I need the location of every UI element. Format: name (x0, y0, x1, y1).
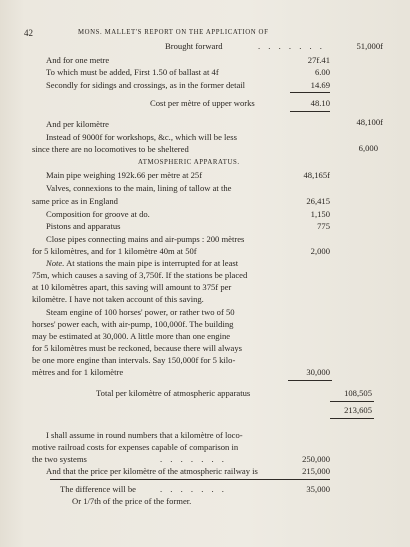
difference-rule (50, 479, 330, 480)
main-pipe-label: Main pipe weighing 192k.66 per mètre at 25f (46, 170, 203, 180)
leader-dots: . . . . . . . (258, 41, 325, 51)
total-atmospheric-label: Total per kilomètre of atmospheric apparatus (96, 388, 251, 398)
pistons-amount: 775 (317, 221, 330, 231)
assume-line-1: I shall assume in round numbers that a kilomètre of loco- (46, 430, 243, 440)
note-label: Note. (46, 258, 65, 268)
brought-forward-amount: 51,000f (356, 41, 383, 51)
close-pipes-line-1: Close pipes connecting mains and air-pumps : 200 mètres (46, 234, 245, 244)
valves-line-1: Valves, connexions to the main, lining of tallow at the (46, 183, 232, 193)
ballast-label: To which must be added, First 1.50 of ballast at 4f (46, 67, 219, 77)
workshops-amount: 6,000 (358, 143, 378, 153)
fraction-line: Or 1/7th of the price of the former. (72, 496, 192, 506)
note-line-2: 75m, which causes a saving of 3,750f. If the stations be placed (32, 270, 248, 280)
workshops-line-1: Instead of 9000f for workshops, &c., which will be less (46, 132, 237, 142)
one-metre-amount: 27f.41 (307, 55, 330, 65)
grand-total-underline (330, 418, 374, 419)
per-km-amount: 48,100f (356, 117, 383, 127)
leader-dots: . . . . . . . (160, 454, 227, 464)
ballast-amount: 6.00 (314, 67, 330, 77)
steam-line-1: Steam engine of 100 horses' power, or rather two of 50 (46, 307, 235, 317)
pistons-label: Pistons and apparatus (46, 221, 121, 231)
close-pipes-line-2: for 5 kilomètres, and for 1 kilomètre 40m at 50f (32, 246, 197, 256)
grand-total-rule (330, 401, 374, 402)
leader-dots: . . . . . . . (160, 484, 227, 494)
subtotal-rule (290, 92, 330, 93)
steam-line-5: be one more engine than intervals. Say 150,000f for 5 kilo- (32, 355, 236, 365)
brought-forward-label: Brought forward (165, 41, 223, 51)
total-atmospheric-amount: 108,505 (344, 388, 372, 398)
difference-label: The difference will be (60, 484, 136, 494)
groove-amount: 1,150 (310, 209, 330, 219)
assume-line-2: motive railroad costs for expenses capable of comparison in (32, 442, 239, 452)
valves-line-2: same price as in England (32, 196, 118, 206)
note-text: At stations the main pipe is interrupted for at least (66, 258, 239, 268)
groove-label: Composition for groove at do. (46, 209, 150, 219)
atmospheric-price-amount: 215,000 (302, 466, 330, 476)
one-metre-label: And for one metre (46, 55, 110, 65)
sidings-label: Secondly for sidings and crossings, as in the former detail (46, 80, 246, 90)
valves-amount: 26,415 (306, 196, 330, 206)
grand-total-amount: 213,605 (344, 405, 372, 415)
difference-amount: 35,000 (306, 484, 330, 494)
total-rule (290, 111, 330, 112)
assume-amount: 250,000 (302, 454, 330, 464)
note-line-1 (46, 258, 238, 268)
section-heading: ATMOSPHERIC APPARATUS. (138, 159, 240, 166)
close-pipes-amount: 2,000 (310, 246, 330, 256)
per-km-label: And per kilomètre (46, 119, 110, 129)
atmospheric-price-label: And that the price per kilomètre of the atmospheric railway is (46, 466, 258, 476)
running-title: MONS. MALLET'S REPORT ON THE APPLICATION OF (78, 29, 269, 36)
steam-amount: 30,000 (306, 367, 330, 377)
atmos-subtotal-rule (288, 380, 332, 381)
steam-line-3: may be estimated at 30,000. A little more than one engine (32, 331, 231, 341)
workshops-line-2: since there are no locomotives to be sheltered (32, 144, 189, 154)
cost-upper-works-amount: 48.10 (310, 98, 330, 108)
main-pipe-amount: 48,165f (303, 170, 330, 180)
sidings-amount: 14.69 (310, 80, 330, 90)
assume-line-3: the two systems (32, 454, 87, 464)
cost-upper-works-label: Cost per mètre of upper works (150, 98, 255, 108)
steam-line-6: mètres and for 1 kilomètre (32, 367, 124, 377)
note-line-3: at 10 kilomètres apart, this saving will amount to 375f per (32, 282, 232, 292)
steam-line-4: for 5 kilomètres must be reckoned, because there will always (32, 343, 242, 353)
steam-line-2: horses' power each, with air-pump, 100,000f. The building (32, 319, 234, 329)
note-line-4: kilomètre. I have not taken account of this saving. (32, 294, 204, 304)
page-number: 42 (24, 28, 33, 38)
